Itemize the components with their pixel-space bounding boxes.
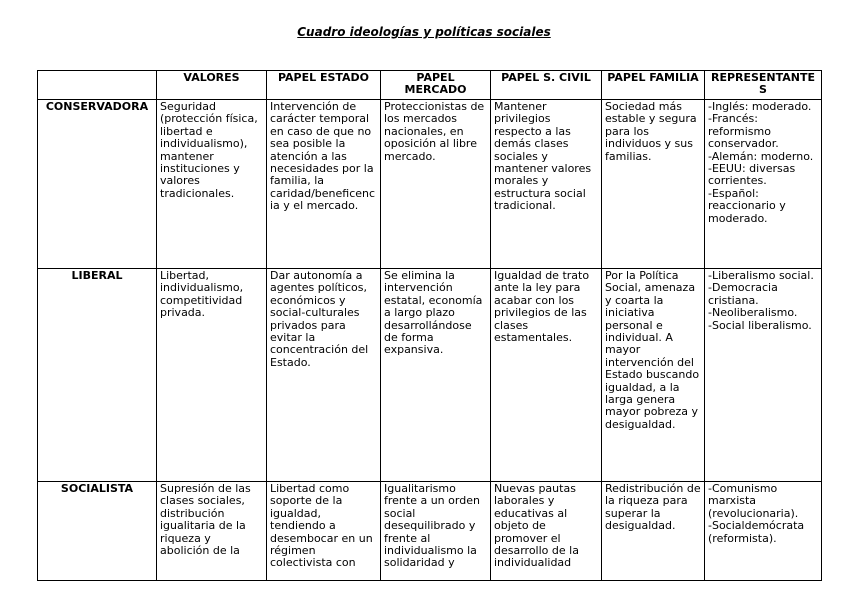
cell-text: Supresión de las clases sociales, distribución igualitaria de la riqueza y abolición de la <box>160 483 251 558</box>
cell-papel-familia <box>602 482 705 581</box>
cell-text: Nuevas pautas laborales y educativas al objeto de promover el desarrollo de la individualidad <box>494 483 579 570</box>
cell-representantes: -Liberalismo social. -Democracia cristiana. -Neoliberalismo. -Social liberalismo. <box>705 269 822 482</box>
cell-papel-familia: Sociedad más estable y segura para los individuos y sus familias. <box>602 100 705 269</box>
cell-papel-s-civil: Mantener privilegios respecto a las demás clases sociales y mantener valores morales y estructura social tradicional. <box>491 100 602 269</box>
header-papel-s-civil: PAPEL S. CIVIL <box>491 71 602 100</box>
cell-text: Redistribución de la riqueza para superar la desigualdad. <box>605 483 701 533</box>
table-row <box>38 269 822 482</box>
document-title: Cuadro ideologías y políticas sociales <box>297 25 551 39</box>
header-row <box>38 71 822 100</box>
header-papel-mercado: PAPEL MERCADO <box>381 71 491 100</box>
ideologies-table <box>37 70 822 581</box>
cell-representantes <box>705 482 822 581</box>
row-label-socialista <box>38 482 157 581</box>
row-label-liberal: LIBERAL <box>38 269 157 482</box>
cell-papel-estado <box>267 482 381 581</box>
cell-papel-s-civil: Igualdad de trato ante la ley para acabar con los privilegios de las clases estamentales. <box>491 269 602 482</box>
cell-text: Igualitarismo frente a un orden social desequilibrado y frente al individualismo la solidaridad y <box>384 483 480 570</box>
cell-valores: Seguridad (protección física, libertad e individualismo), mantener instituciones y valores tradicionales. <box>157 100 267 269</box>
header-papel-estado: PAPEL ESTADO <box>267 71 381 100</box>
cell-papel-familia: Por la Política Social, amenaza y coarta la iniciativa personal e individual. A mayor intervención del Estado buscando igualdad, a la larga genera mayor pobreza y desigualdad. <box>602 269 705 482</box>
cell-papel-estado: Dar autonomía a agentes políticos, económicos y social-culturales privados para evitar la concentración del Estado. <box>267 269 381 482</box>
cell-text: Libertad como soporte de la igualdad, tendiendo a desembocar en un régimen colectivista con <box>270 483 373 570</box>
cell-representantes: -Inglés: moderado. -Francés: reformismo conservador. -Alemán: moderno. -EEUU: diversas corrientes. -Español: reaccionario y moderado. <box>705 100 822 269</box>
row-label-text: SOCIALISTA <box>60 483 134 495</box>
cell-papel-mercado: Se elimina la intervención estatal, economía a largo plazo desarrollándose de forma expansiva. <box>381 269 491 482</box>
cell-text: -Comunismo marxista (revolucionaria). -Socialdemócrata (reformista). <box>708 483 805 545</box>
header-papel-familia: PAPEL FAMILIA <box>602 71 705 100</box>
header-representantes: REPRESENTANTES <box>705 71 822 100</box>
header-corner <box>38 71 157 100</box>
cell-valores: Libertad, individualismo, competitividad privada. <box>157 269 267 482</box>
header-valores: VALORES <box>157 71 267 100</box>
cell-papel-mercado <box>381 482 491 581</box>
cell-papel-s-civil <box>491 482 602 581</box>
cell-papel-estado: Intervención de carácter temporal en caso de que no sea posible la atención a las necesidades por la familia, la caridad/beneficencia y el mercado. <box>267 100 381 269</box>
cell-papel-mercado: Proteccionistas de los mercados nacionales, en oposición al libre mercado. <box>381 100 491 269</box>
table-row <box>38 100 822 269</box>
row-label-conservadora: CONSERVADORA <box>38 100 157 269</box>
table-row <box>38 482 822 581</box>
cell-valores <box>157 482 267 581</box>
